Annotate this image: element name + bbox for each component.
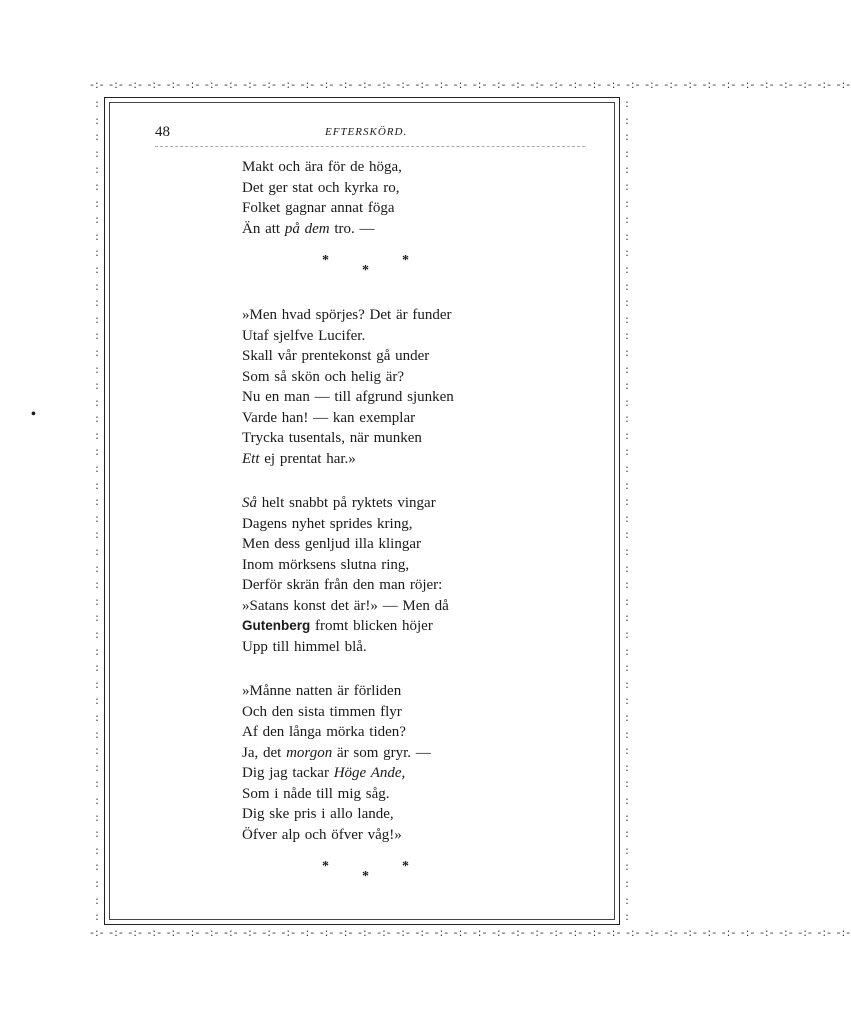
verse-line: Af den långa mörka tiden? — [242, 724, 406, 740]
dinkus-asterisk: * — [322, 859, 329, 874]
ornamental-border-right: : : : : : : : : : : : : : : : : : : : : : : : : : : : : : : : : : : : : : : : : : : : : : : : : : : — [625, 97, 629, 924]
dinkus-asterisk: * — [402, 253, 409, 268]
stanza — [242, 157, 542, 239]
ornamental-border-left: : : : : : : : : : : : : : : : : : : : : : : : : : : : : : : : : : : : : : : : : : : : : : : : : : : — [95, 97, 99, 924]
italic-emphasis: på dem — [284, 220, 330, 237]
dinkus-asterisk: * — [362, 869, 369, 884]
verse-line: Derför skrän från den man röjer: — [242, 577, 443, 593]
verse-line: Så helt snabbt på ryktets vingar — [242, 495, 436, 511]
verse-line: Dig ske pris i allo lande, — [242, 806, 394, 822]
italic-emphasis: Höge Ande, — [333, 765, 406, 781]
poem-body — [242, 157, 542, 911]
verse-line: Som så skön och helig är? — [242, 368, 405, 385]
stray-ink-mark: • — [31, 407, 36, 422]
verse-line: Folket gagnar annat föga — [242, 200, 395, 216]
verse-line: Nu en man — till afgrund sjunken — [242, 389, 454, 405]
verse-line: Varde han! — kan exemplar — [242, 409, 416, 426]
verse-line: Upp till himmel blå. — [242, 638, 367, 655]
verse-line: Makt och ära för de höga, — [242, 159, 402, 175]
verse-line: »Månne natten är förliden — [242, 683, 402, 699]
ornamental-border-top: -:- -:- -:- -:- -:- -:- -:- -:- -:- -:- -:- -:- -:- -:- -:- -:- -:- -:- -:- -:- -:- -:- -:- -:- -:- -:- -:- -:- -:- -:- -:- -:- -:- -:- -:- -:- -:- -:- -:- -:- — [90, 78, 851, 91]
verse-line: Dig jag tackar Höge Ande, — [242, 765, 406, 781]
verse-line: Skall vår prentekonst gå under — [242, 348, 430, 364]
verse-line: Som i nåde till mig såg. — [242, 785, 390, 802]
verse-line: Än att på dem tro. — — [242, 220, 375, 237]
stanza — [242, 493, 542, 657]
dinkus-asterisk: * — [322, 253, 329, 268]
section-dinkus — [242, 253, 422, 295]
verse-line: Inom mörksens slutna ring, — [242, 556, 410, 573]
verse-line: »Satans konst det är!» — Men då — [242, 597, 449, 614]
ornamental-border-bottom: -:- -:- -:- -:- -:- -:- -:- -:- -:- -:- -:- -:- -:- -:- -:- -:- -:- -:- -:- -:- -:- -:- -:- -:- -:- -:- -:- -:- -:- -:- -:- -:- -:- -:- -:- -:- -:- -:- -:- -:- — [90, 926, 851, 939]
verse-line: Ett ej prentat har.» — [242, 450, 356, 467]
italic-emphasis: Ett — [242, 450, 260, 467]
verse-line: Utaf sjelfve Lucifer. — [242, 327, 366, 344]
page-number: 48 — [155, 124, 170, 140]
verse-line: Det ger stat och kyrka ro, — [242, 179, 400, 196]
bold-name: Gutenberg — [242, 618, 311, 633]
verse-line: Men dess genljud illa klingar — [242, 536, 421, 552]
verse-line: Dagens nyhet sprides kring, — [242, 515, 413, 532]
running-header — [155, 124, 585, 144]
verse-line: Och den sista timmen flyr — [242, 703, 402, 720]
dinkus-asterisk: * — [402, 859, 409, 874]
verse-line: Trycka tusentals, när munken — [242, 430, 422, 446]
section-dinkus — [242, 859, 422, 901]
verse-line: Gutenberg fromt blicken höjer — [242, 618, 433, 634]
verse-line: Öfver alp och öfver våg!» — [242, 826, 402, 843]
dinkus-asterisk: * — [362, 263, 369, 278]
verse-line: »Men hvad spörjes? Det är funder — [242, 307, 452, 323]
verse-line: Ja, det morgon är som gryr. — — [242, 744, 431, 761]
stanza — [242, 681, 542, 845]
header-rule — [155, 146, 585, 147]
italic-emphasis: morgon — [286, 744, 333, 761]
italic-emphasis: Så — [242, 495, 257, 511]
running-title: EFTERSKÖRD. — [325, 126, 408, 138]
stanza — [242, 305, 542, 469]
